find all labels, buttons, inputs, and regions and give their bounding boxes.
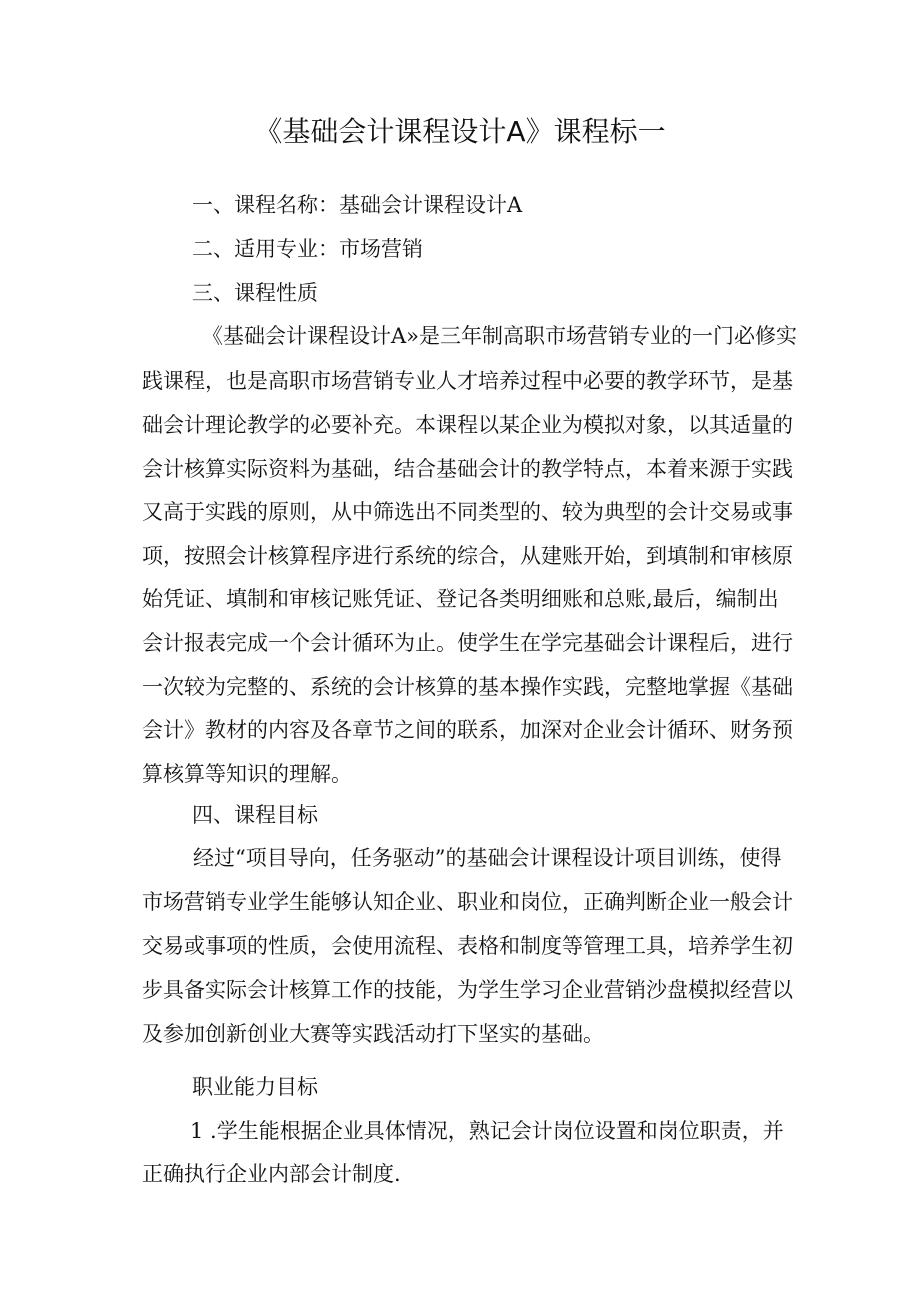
paragraph-line: 项，按照会计核算程序进行系统的综合，从建账开始，到填制和审核原 bbox=[142, 544, 793, 568]
paragraph-line: 《基础会计课程设计A»是三年制高职市场营销专业的一门必修实 bbox=[202, 324, 798, 348]
paragraph-line: 践课程，也是高职市场营销专业人才培养过程中必要的教学环节，是基 bbox=[142, 369, 793, 393]
paragraph-line: 础会计理论教学的必要补充。本课程以某企业为模拟对象，以其适量的 bbox=[142, 413, 793, 437]
paragraph-line: 1 .学生能根据企业具体情况，熟记会计岗位设置和岗位职责，并 bbox=[190, 1119, 784, 1143]
section-applicable-major: 二、适用专业：市场营销 bbox=[192, 237, 423, 261]
paragraph-line: 又高于实践的原则，从中筛选出不同类型的、较为典型的会计交易或事 bbox=[142, 500, 793, 524]
document-title: 《基础会计课程设计A》课程标一 bbox=[254, 115, 666, 148]
ability-objectives-heading: 职业能力目标 bbox=[192, 1075, 318, 1099]
paragraph-line: 步具备实际会计核算工作的技能，为学生学习企业营销沙盘模拟经营以 bbox=[142, 978, 793, 1002]
paragraph-line: 始凭证、填制和审核记账凭证、登记各类明细账和总账,最后，编制出 bbox=[142, 587, 779, 611]
paragraph-line: 及参加创新创业大赛等实践活动打下坚实的基础。 bbox=[142, 1022, 604, 1046]
paragraph-line: 市场营销专业学生能够认知企业、职业和岗位，正确判断企业一般会计 bbox=[142, 890, 793, 914]
paragraph-line: 会计》教材的内容及各章节之间的联系，加深对企业会计循环、财务预 bbox=[142, 718, 793, 742]
paragraph-line: 正确执行企业内部会计制度. bbox=[142, 1162, 401, 1186]
section-course-objectives-heading: 四、课程目标 bbox=[192, 803, 318, 827]
paragraph-line: 经过“项目导向，任务驱动”的基础会计课程设计项目训练，使得 bbox=[193, 846, 782, 870]
paragraph-line: 算核算等知识的理解。 bbox=[142, 762, 352, 786]
paragraph-line: 会计报表完成一个会计循环为止。使学生在学完基础会计课程后，进行 bbox=[142, 631, 793, 655]
section-course-nature-heading: 三、课程性质 bbox=[192, 281, 318, 305]
paragraph-line: 一次较为完整的、系统的会计核算的基本操作实践，完整地掌握《基础 bbox=[142, 675, 793, 699]
paragraph-line: 交易或事项的性质，会使用流程、表格和制度等管理工具，培养学生初 bbox=[142, 934, 793, 958]
section-course-name: 一、课程名称：基础会计课程设计A bbox=[192, 193, 523, 217]
paragraph-line: 会计核算实际资料为基础，结合基础会计的教学特点，本着来源于实践 bbox=[142, 457, 793, 481]
